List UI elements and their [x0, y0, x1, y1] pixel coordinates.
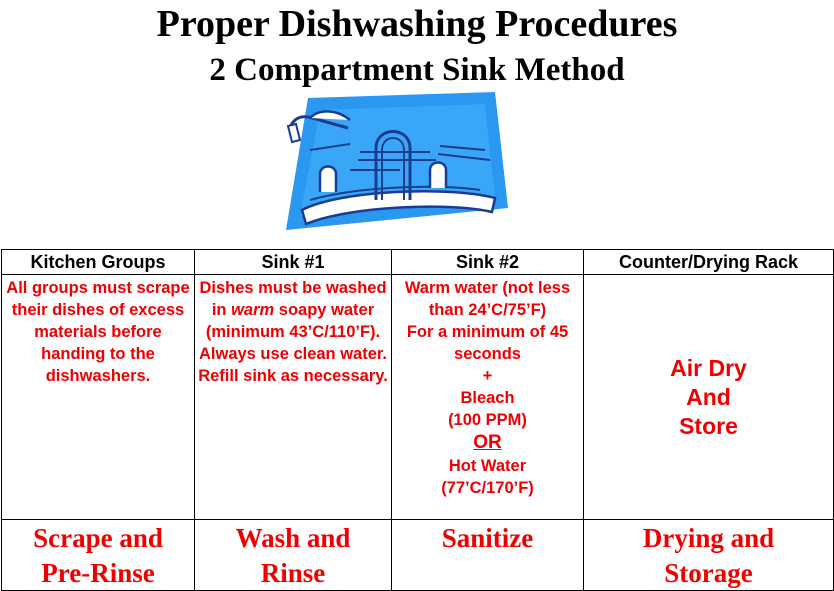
- sink2-ppm: (100 PPM): [448, 411, 527, 429]
- step-line-2: Pre-Rinse: [41, 558, 155, 588]
- sink-faucet-icon: [280, 90, 510, 240]
- sink1-instructions: [195, 275, 392, 520]
- page-title: Proper Dishwashing Procedures: [156, 3, 678, 45]
- steps-row: [2, 520, 834, 591]
- instructions-row: [2, 275, 834, 520]
- column-header: Counter/Drying Rack: [584, 250, 834, 275]
- sink2-hot-temp: (77’C/170’F): [441, 479, 534, 497]
- drying-line-1: Air Dry: [670, 354, 747, 381]
- step-sanitize: [392, 520, 584, 591]
- column-header: Kitchen Groups: [2, 250, 195, 275]
- drying-line-2: And: [686, 383, 731, 410]
- kitchen-groups-instructions: [2, 275, 195, 520]
- step-line-2: Storage: [664, 558, 753, 588]
- sink1-text-end: soapy water (minimum 43’C/110’F). Always use clean water. Refill sink as necessary.: [198, 301, 388, 385]
- sink1-emphasis: warm: [231, 301, 275, 319]
- sink2-plus: +: [482, 367, 493, 385]
- drying-instructions: [584, 275, 834, 520]
- step-line-2: Rinse: [260, 558, 326, 588]
- step-drying: [584, 520, 834, 591]
- sink2-warm-water: Warm water (not less than 24’C/75’F): [404, 279, 571, 319]
- column-header: Sink #1: [195, 250, 392, 275]
- sink2-duration: For a minimum of 45 seconds: [406, 323, 569, 363]
- procedure-table: [1, 249, 834, 591]
- page-subtitle: 2 Compartment Sink Method: [209, 52, 625, 88]
- table-header-row: [2, 250, 834, 275]
- step-wash: [195, 520, 392, 591]
- sink1-text: [195, 275, 391, 387]
- step-line-1: Scrape and: [33, 523, 163, 553]
- step-scrape: [2, 520, 195, 591]
- step-line-1: Sanitize: [441, 523, 534, 553]
- sink1-text-start: Dishes must be washed in: [199, 279, 387, 319]
- sink2-or: OR: [473, 432, 502, 453]
- sink2-bleach: Bleach: [460, 389, 515, 407]
- step-line-1: Wash and: [235, 523, 351, 553]
- sink2-hot-water: Hot Water: [448, 457, 527, 475]
- column-header: Sink #2: [392, 250, 584, 275]
- drying-line-3: Store: [679, 412, 738, 439]
- step-line-1: Drying and: [642, 523, 775, 553]
- sink2-instructions: [392, 275, 584, 520]
- kitchen-groups-text: All groups must scrape their dishes of excess materials before handing to the dishwashers.: [6, 279, 190, 385]
